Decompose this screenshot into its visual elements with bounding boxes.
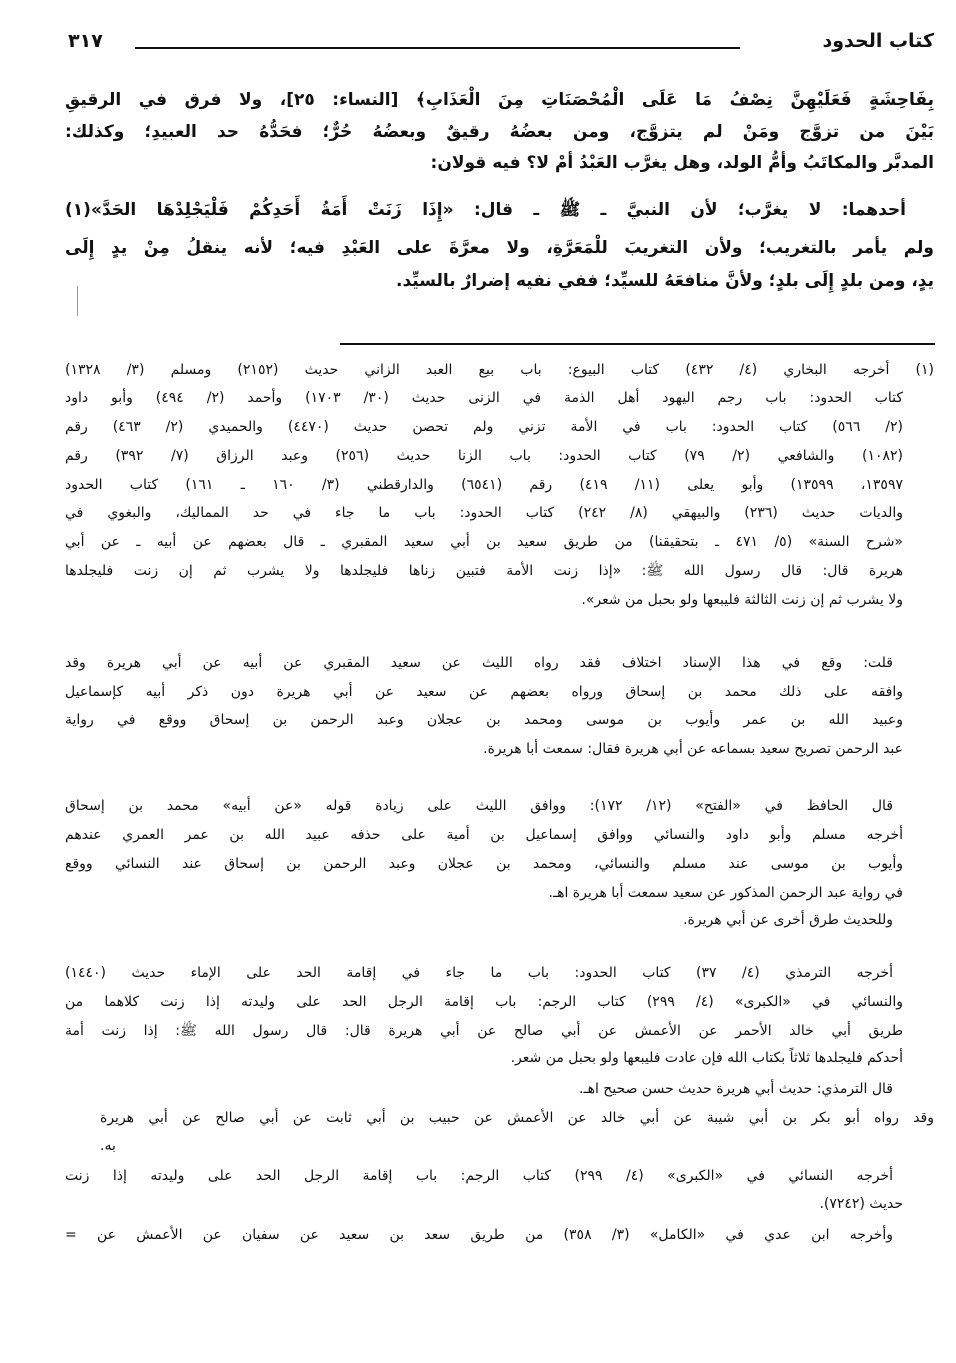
footnote-text-line: «شرح السنة» (٥/ ٤٧١ ـ بتحقيقنا) من طريق سعيد بن أبي سعيد المقبري ـ قال بعضهم عن أبيه ـ عن أبي [65, 534, 903, 550]
footnote-text-line: (٢/ ٥٦٦) كتاب الحدود: باب في الأمة تزني ولم تحصن حديث (٤٤٧٠) والحميدي (٢/ ٤٦٣) رقم [65, 419, 903, 435]
footnote-text-line: (١) أخرجه البخاري (٤/ ٤٣٢) كتاب البيوع: باب بيع العبد الزاني حديث (٢١٥٢) ومسلم (٣/ ١٣٢٨) [65, 362, 934, 378]
footnote-text-line: قلت: وقع في هذا الإسناد اختلاف فقد رواه الليث عن سعيد المقبري عن أبيه عن أبي هريرة وقد [65, 655, 893, 671]
footnote-text-line: طريق أبي خالد الأحمر عن الأعمش عن أبي صالح عن أبي هريرة قال: قال رسول الله ﷺ: إذا زنت أمة [65, 1023, 903, 1039]
footnote-text-line: حديث (٧٢٤٢). [819, 1196, 903, 1212]
footnote-text-line: والنسائي في «الكبرى» (٤/ ٢٩٩) كتاب الرجم: باب إقامة الرجل الحد على وليدته إذا زنت كلاهما من [65, 994, 904, 1010]
footnote-text-line: وعبيد الله بن عمر وأيوب بن موسى ومحمد بن عجلان وعبد الرحمن بن إسحاق ووقع في رواية [65, 712, 903, 728]
footnote-text-line: وافقه على ذلك محمد بن إسحاق ورواه بعضهم عن سعيد عن أبي هريرة دون ذكر أبيه كإسماعيل [65, 684, 903, 700]
footnote-text-line: وأيوب بن موسى عند مسلم والنسائي، ومحمد بن عجلان وعبد الرحمن بن إسحاق عند النسائي ووقع [65, 856, 903, 872]
footnote-text-line: أخرجه النسائي في «الكبرى» (٤/ ٢٩٩) كتاب الرجم: باب إقامة الرجل الحد على وليدته إذا زنت [65, 1168, 893, 1184]
header-rule [135, 47, 740, 49]
footnote-text-line: ١٣٥٩٧، ١٣٥٩٩) وأبو يعلى (١١/ ٤١٩) رقم (٦٥٤١) والدارقطني (٣/ ١٦٠ ـ ١٦١) كتاب الحدود [65, 477, 903, 493]
footnote-text-line: أحدكم فليجلدها ثلاثاً بكتاب الله فإن عادت فليبعها ولو بحبل من شعر. [510, 1050, 903, 1066]
body-text-line: أحدهما: لا يغرَّب؛ لأن النبيَّ ـ ﷺ ـ قال: «إِذَا زَنَتْ أَمَةُ أَحَدِكُمْ فَلْيَجْلِدْهَا الحَدَّ»(١) [65, 200, 906, 220]
body-text-line: بِفَاحِشَةٍ فَعَلَيْهِنَّ نِصْفُ مَا عَلَى الْمُحْصَنَاتِ مِنَ الْعَذَابِ﴾ [النساء: ٢٥]، ولا فرق في الرقيقِ [65, 90, 934, 110]
body-text-line: يدٍ، ومن بلدٍ إِلَى بلدٍ؛ ولأنَّ منافعَهُ للسيِّد؛ ففي نفيه إضرارٌ بالسيِّد. [396, 271, 934, 291]
footnote-text-line: وللحديث طرق أخرى عن أبي هريرة. [683, 912, 893, 928]
body-text-line: ولم يأمر بالتغريب؛ ولأن التغريبَ للْمَعَرَّةِ، ولا معرَّةَ على العَبْدِ فيه؛ لأنه ينقلُ مِنْ يدٍ إِلَى [65, 238, 934, 258]
footnote-text-line: قال الحافظ في «الفتح» (١٢/ ١٧٢): ووافق الليث على زيادة قوله «عن أبيه» محمد بن إسحاق [65, 798, 894, 814]
footnote-text-line: هريرة قال: قال رسول الله ﷺ: «إذا زنت الأمة فتبين زناها فليجلدها ولا يشرب ثم إن زنت فليجلدها [65, 563, 903, 579]
footnote-text-line: أخرجه الترمذي (٤/ ٣٧) كتاب الحدود: باب ما جاء في إقامة الحد على الإماء حديث (١٤٤٠) [65, 965, 894, 981]
footnote-text-line: في رواية عبد الرحمن المذكور عن سعيد سمعت أبا هريرة اهـ. [548, 885, 903, 901]
body-text-line: المدبَّر والمكاتَبُ وأمُّ الولد، وهل يغرَّب العَبْدُ أمْ لا؟ فيه قولان: [430, 153, 934, 173]
scan-margin-mark [77, 286, 78, 316]
running-header-chapter-title: كتاب الحدود [822, 30, 934, 52]
page-number: ٣١٧ [68, 30, 103, 52]
footnote-text-line: والديات حديث (٢٣٦) والبيهقي (٨/ ٢٤٢) كتاب الحدود: باب ما جاء في حد المماليك، والبغوي في [65, 505, 903, 521]
footnote-text-line: قال الترمذي: حديث أبي هريرة حديث حسن صحيح اهـ. [579, 1081, 893, 1097]
body-text-line: بَيْنَ من تزوَّج ومَنْ لم يتزوَّج، ومن بعضُهُ رقيقٌ وبعضُهُ حُرٌّ؛ فحَدُّهُ حد العبيدِ؛ وكذلك: [65, 122, 934, 142]
footnote-text-line: أخرجه مسلم وأبو داود والنسائي ووافق إسماعيل بن أمية على حذفه عبيد الله بن عمر العمري عندهم [65, 827, 903, 843]
footnote-text-line: (١٠٨٢) والشافعي (٢/ ٧٩) كتاب الحدود: باب الزنا حديث (٢٥٦) وعبد الرزاق (٧/ ٣٩٢) رقم [65, 448, 903, 464]
footnote-text-line: وقد رواه أبو بكر بن أبي شيبة عن أبي خالد عن الأعمش عن حبيب بن أبي ثابت عن أبي صالح عن أبي هريرة [100, 1110, 934, 1126]
footnote-separator-rule [340, 343, 935, 345]
footnote-text-line: به. [100, 1138, 116, 1154]
footnote-text-line: وأخرجه ابن عدي في «الكامل» (٣/ ٣٥٨) من طريق سعد بن سعيد عن سفيان عن الأعمش عن = [65, 1227, 893, 1243]
footnote-text-line: عبد الرحمن تصريح سعيد بسماعه عن أبي هريرة فقال: سمعت أبا هريرة. [483, 741, 903, 757]
footnote-text-line: كتاب الحدود: باب رجم اليهود أهل الذمة في الزنى حديث (٣٠/ ١٧٠٣) وأحمد (٢/ ٤٩٤) وأبو داود [65, 390, 903, 406]
footnote-text-line: ولا يشرب ثم إن زنت الثالثة فليبعها ولو بحبل من شعر». [581, 592, 903, 608]
